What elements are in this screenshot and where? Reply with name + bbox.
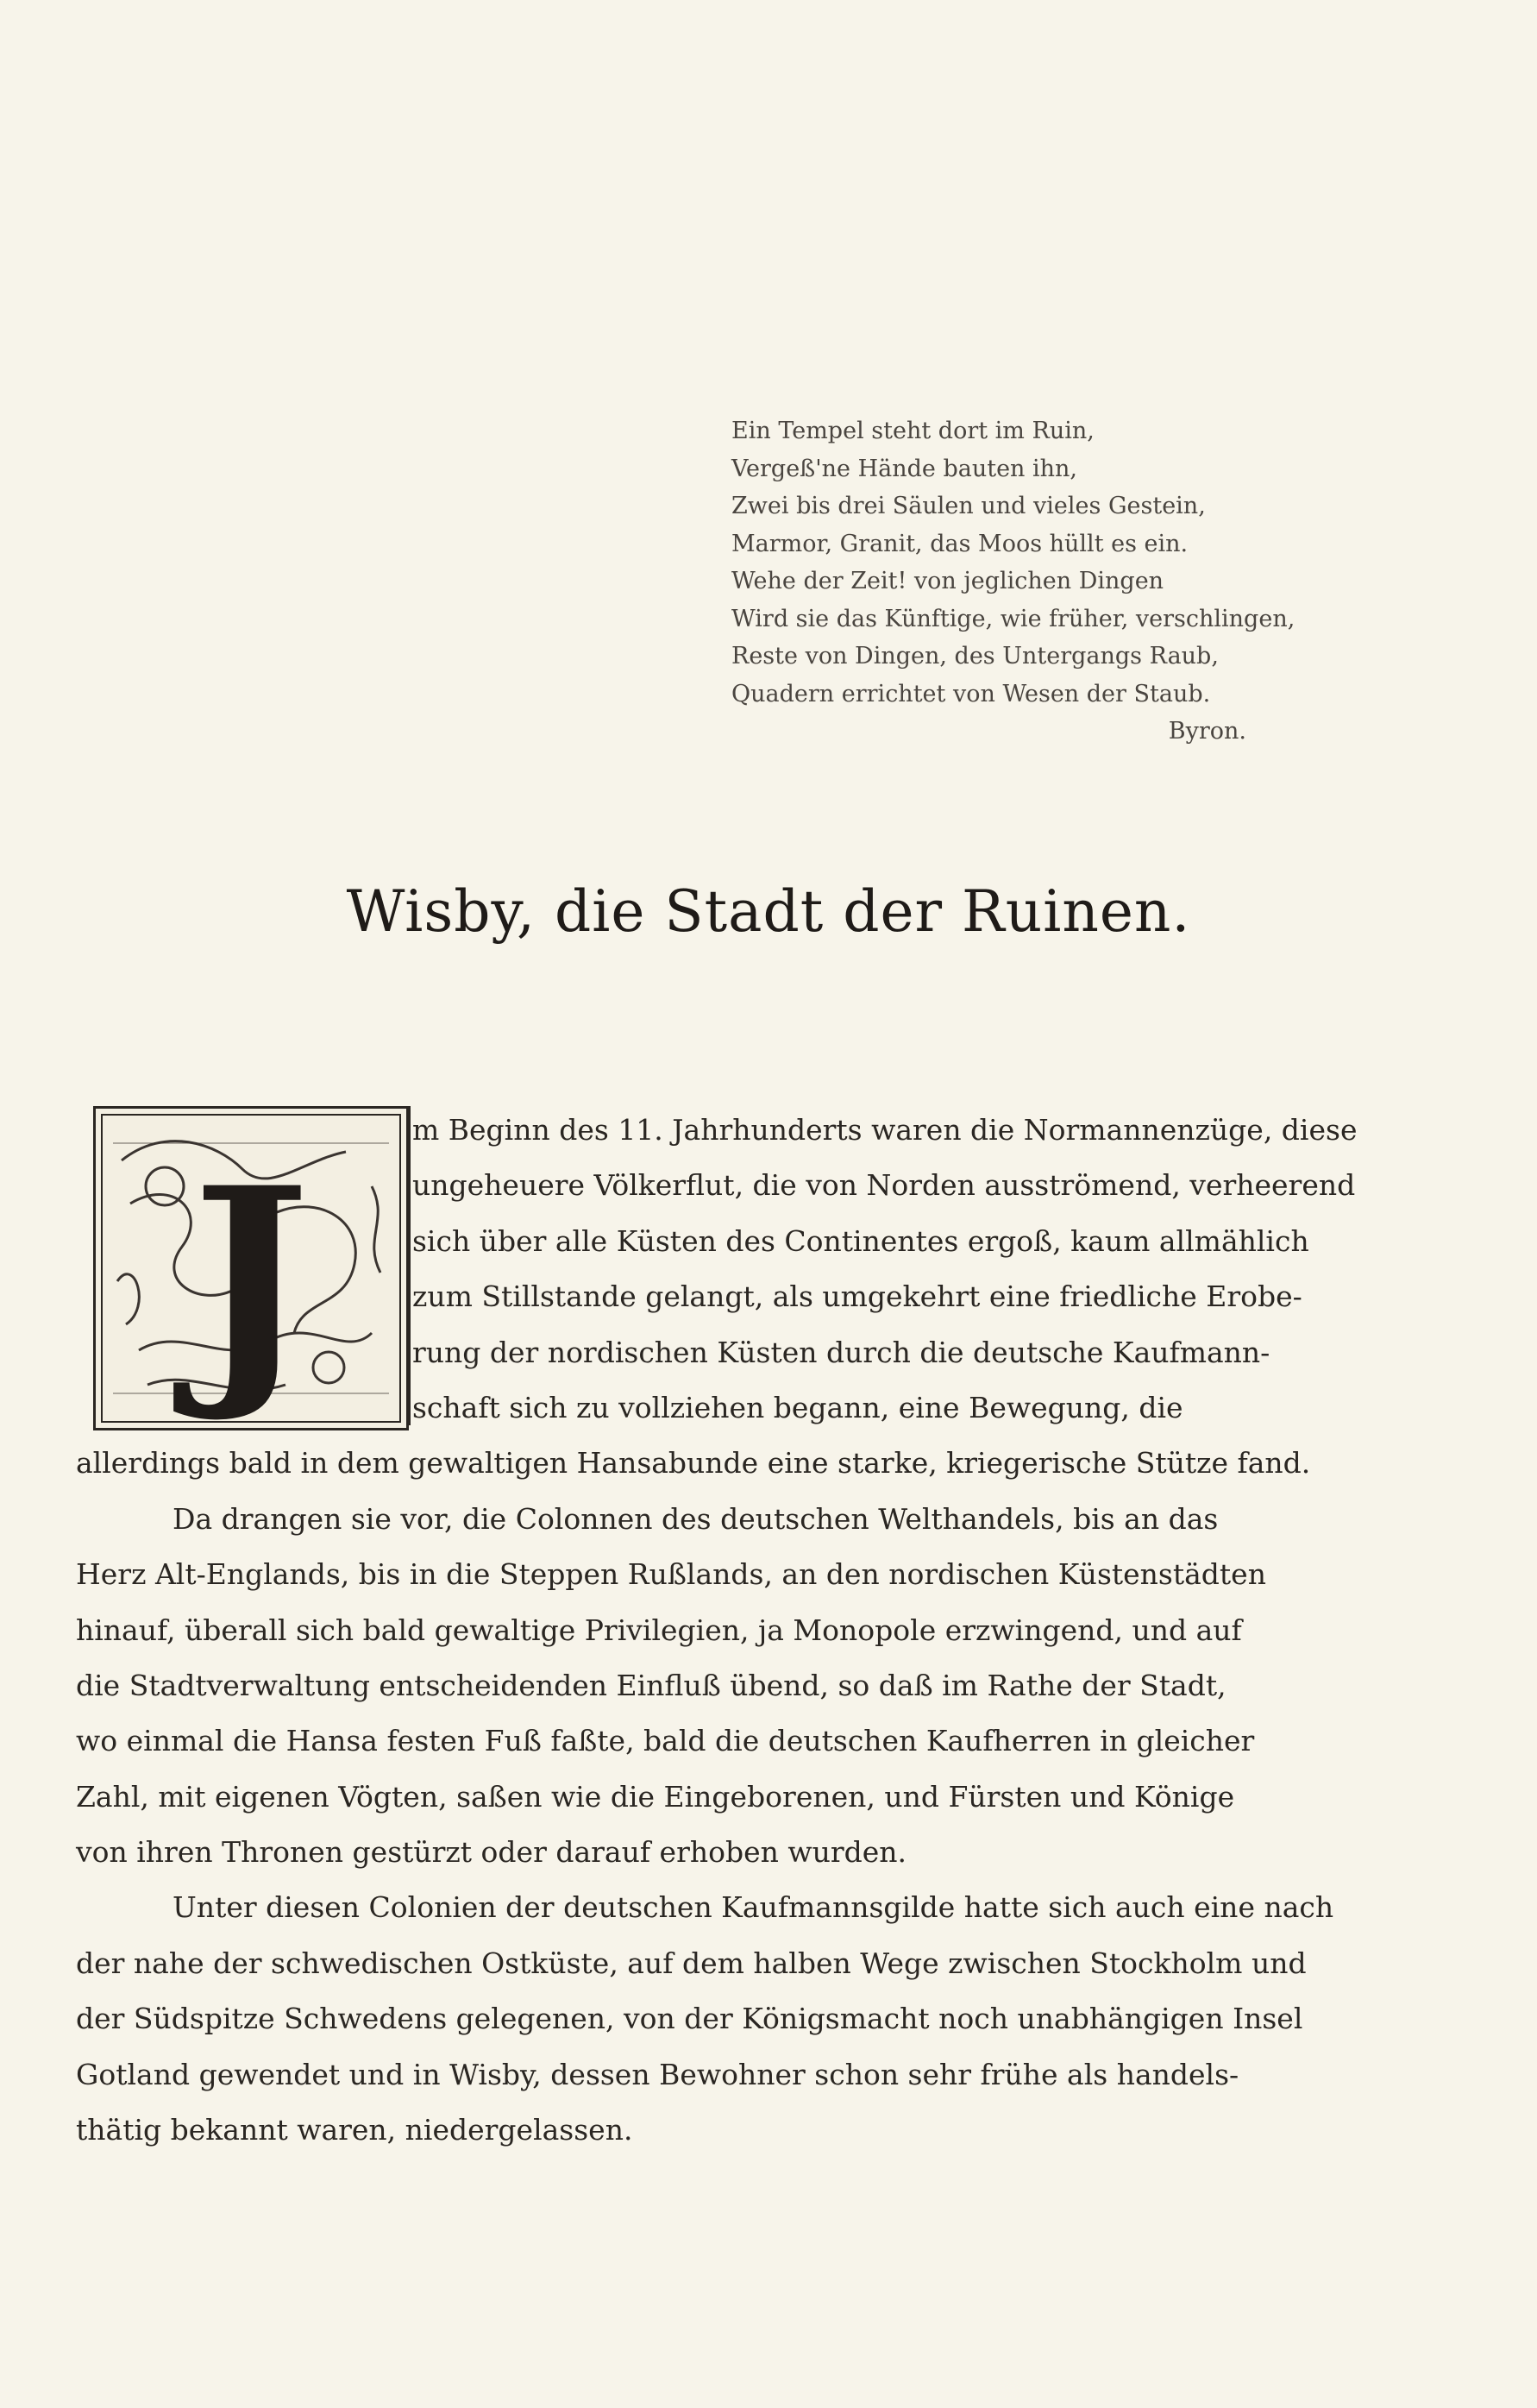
text-line: rung der nordischen Küsten durch die deutsche Kaufmann- bbox=[412, 1335, 1270, 1369]
chapter-title: Wisby, die Stadt der Ruinen. bbox=[346, 878, 1191, 945]
text-line: Herz Alt-Englands, bis in die Steppen Rußlands, an den nordischen Küstenstädten bbox=[76, 1557, 1266, 1592]
text-line: Unter diesen Colonien der deutschen Kaufmannsgilde hatte sich auch eine nach bbox=[173, 1890, 1334, 1925]
text-line: Zahl, mit eigenen Vögten, saßen wie die Eingeborenen, und Fürsten und Könige bbox=[76, 1779, 1235, 1814]
poem-line: Quadern errichtet von Wesen der Staub. bbox=[731, 680, 1211, 707]
poem-author: Byron. bbox=[1168, 718, 1246, 745]
text-line: Da drangen sie vor, die Colonnen des deutschen Welthandels, bis an das bbox=[173, 1501, 1219, 1536]
initial-rule bbox=[409, 1106, 411, 1425]
text-line: die Stadtverwaltung entscheidenden Einfluß übend, so daß im Rathe der Stadt, bbox=[76, 1668, 1226, 1702]
text-line: thätig bekannt waren, niedergelassen. bbox=[76, 2113, 633, 2147]
text-line: schaft sich zu vollziehen begann, eine Bewegung, die bbox=[412, 1390, 1183, 1424]
text-line: allerdings bald in dem gewaltigen Hansabunde eine starke, kriegerische Stütze fand. bbox=[76, 1446, 1311, 1481]
text-line: wo einmal die Hansa festen Fuß faßte, bald die deutschen Kaufherren in gleicher bbox=[76, 1724, 1255, 1758]
poem-line: Wird sie das Künftige, wie früher, verschlingen, bbox=[731, 605, 1295, 632]
poem-line: Marmor, Granit, das Moos hüllt es ein. bbox=[731, 530, 1189, 557]
text-line: zum Stillstande gelangt, als umgekehrt eine friedliche Erobe- bbox=[412, 1279, 1302, 1314]
text-line: der Südspitze Schwedens gelegenen, von der Königsmacht noch unabhängigen Insel bbox=[76, 2002, 1303, 2036]
text-line: ungeheuere Völkerflut, die von Norden ausströmend, verheerend bbox=[412, 1168, 1356, 1203]
poem-line: Ein Tempel steht dort im Ruin, bbox=[731, 418, 1095, 444]
text-line: m Beginn des 11. Jahrhunderts waren die Normannenzüge, diese bbox=[412, 1113, 1358, 1147]
text-line: der nahe der schwedischen Ostküste, auf dem halben Wege zwischen Stockholm und bbox=[76, 1946, 1307, 1980]
poem-line: Vergeß'ne Hände bauten ihn, bbox=[731, 455, 1078, 482]
poem-line: Wehe der Zeit! von jeglichen Dingen bbox=[731, 568, 1164, 594]
body-text bbox=[76, 1103, 1370, 2158]
initial-letter: J bbox=[191, 1134, 311, 1427]
text-line: Gotland gewendet und in Wisby, dessen Bewohner schon sehr frühe als handels- bbox=[76, 2057, 1239, 2091]
poem-line: Reste von Dingen, des Untergangs Raub, bbox=[731, 643, 1219, 670]
epigraph-poem bbox=[731, 412, 1370, 751]
text-line: von ihren Thronen gestürzt oder darauf erhoben wurden. bbox=[76, 1835, 907, 1870]
text-line: sich über alle Küsten des Continentes ergoß, kaum allmählich bbox=[412, 1223, 1309, 1258]
text-line: hinauf, überall sich bald gewaltige Privilegien, ja Monopole erzwingend, und auf bbox=[76, 1613, 1242, 1647]
poem-line: Zwei bis drei Säulen und vieles Gestein, bbox=[731, 493, 1206, 519]
